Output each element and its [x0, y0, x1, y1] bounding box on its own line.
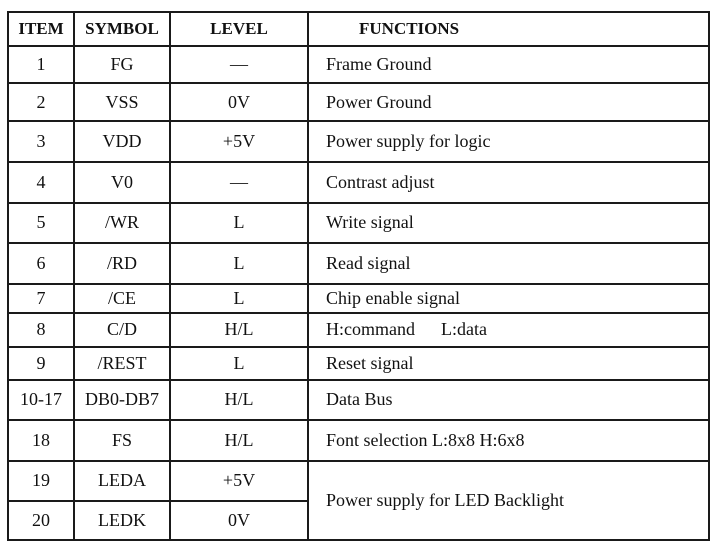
function-cell-merged: Power supply for LED Backlight	[308, 461, 709, 540]
pin-function-table	[7, 11, 710, 541]
item-cell: 2	[8, 83, 74, 121]
item-cell: 6	[8, 243, 74, 284]
item-cell: 4	[8, 162, 74, 203]
symbol-cell: FS	[74, 420, 170, 461]
table-row	[8, 347, 709, 380]
table-row	[8, 243, 709, 284]
item-cell: 20	[8, 501, 74, 540]
item-cell: 10-17	[8, 380, 74, 419]
function-cell: Power Ground	[308, 83, 709, 121]
table-row	[8, 162, 709, 203]
level-cell: L	[170, 203, 308, 242]
level-cell: +5V	[170, 121, 308, 162]
level-cell: 0V	[170, 501, 308, 540]
level-cell: L	[170, 347, 308, 380]
symbol-cell: V0	[74, 162, 170, 203]
symbol-cell: FG	[74, 46, 170, 83]
item-cell: 19	[8, 461, 74, 501]
item-cell: 9	[8, 347, 74, 380]
symbol-cell: /RD	[74, 243, 170, 284]
symbol-cell: /REST	[74, 347, 170, 380]
table-row	[8, 284, 709, 313]
header-level: LEVEL	[170, 12, 308, 46]
table-row	[8, 313, 709, 348]
table-row	[8, 83, 709, 121]
symbol-cell: C/D	[74, 313, 170, 348]
table-row	[8, 121, 709, 162]
item-cell: 18	[8, 420, 74, 461]
symbol-cell: LEDA	[74, 461, 170, 501]
level-cell: 0V	[170, 83, 308, 121]
function-cell: Write signal	[308, 203, 709, 242]
symbol-cell: LEDK	[74, 501, 170, 540]
function-cell: Power supply for logic	[308, 121, 709, 162]
table-row	[8, 420, 709, 461]
symbol-cell: /WR	[74, 203, 170, 242]
level-cell: H/L	[170, 420, 308, 461]
level-cell: L	[170, 284, 308, 313]
function-cell: Chip enable signal	[308, 284, 709, 313]
function-part-command: H:command	[326, 319, 415, 340]
symbol-cell: DB0-DB7	[74, 380, 170, 419]
item-cell: 5	[8, 203, 74, 242]
level-cell: L	[170, 243, 308, 284]
level-cell: +5V	[170, 461, 308, 501]
level-cell: H/L	[170, 313, 308, 348]
header-symbol: SYMBOL	[74, 12, 170, 46]
level-cell: —	[170, 162, 308, 203]
function-cell	[308, 313, 709, 348]
header-row	[8, 12, 709, 46]
function-cell: Contrast adjust	[308, 162, 709, 203]
function-cell: Data Bus	[308, 380, 709, 419]
header-functions: FUNCTIONS	[308, 12, 709, 46]
function-cell: Reset signal	[308, 347, 709, 380]
function-part-data: L:data	[440, 319, 487, 340]
item-cell: 1	[8, 46, 74, 83]
level-cell: —	[170, 46, 308, 83]
function-cell: Font selection L:8x8 H:6x8	[308, 420, 709, 461]
function-cell: Frame Ground	[308, 46, 709, 83]
symbol-cell: VSS	[74, 83, 170, 121]
item-cell: 8	[8, 313, 74, 348]
symbol-cell: /CE	[74, 284, 170, 313]
table-row	[8, 380, 709, 419]
table-row	[8, 461, 709, 501]
table-row	[8, 203, 709, 242]
function-cell: Read signal	[308, 243, 709, 284]
item-cell: 3	[8, 121, 74, 162]
symbol-cell: VDD	[74, 121, 170, 162]
level-cell: H/L	[170, 380, 308, 419]
item-cell: 7	[8, 284, 74, 313]
table-row	[8, 46, 709, 83]
header-item: ITEM	[8, 12, 74, 46]
